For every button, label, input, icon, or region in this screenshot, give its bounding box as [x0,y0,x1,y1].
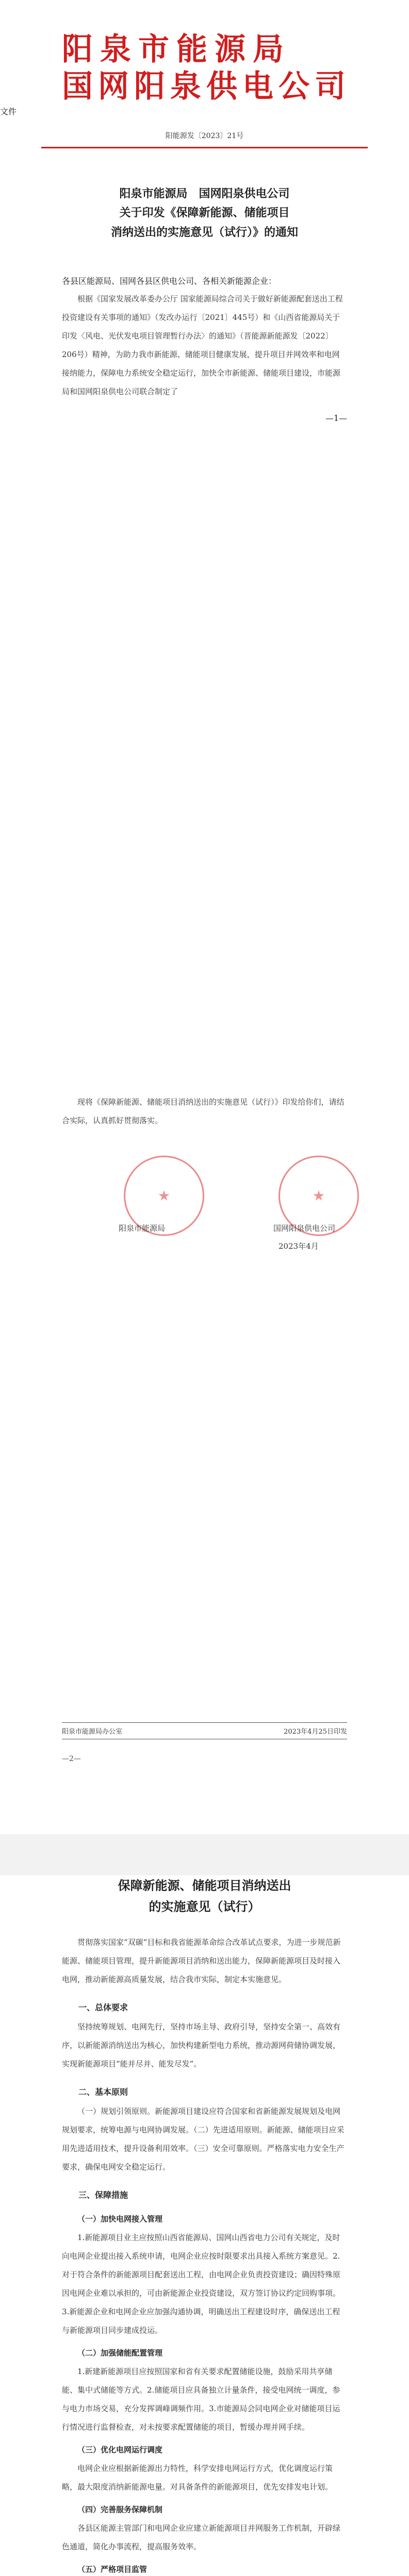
section-body: （一）规划引领原则。新能源项目建设应符合国家和省新能源发展规划及电网规划要求，统筹电源与电网协调发展。（二）先进适用原则。新能源、储能项目应采用先进适用技术，提升设备利用效率。（三）安全可靠原则。严格落实电力安全生产要求，确保电网安全稳定运行。 [62,2107,345,2172]
issuer-line-2: 国网阳泉供电公司 [62,69,351,105]
page-number-2: —2— [62,1755,81,1764]
page-attachment [0,1875,409,2576]
subsection-heading: （三）优化电网运行调度 [77,2445,163,2454]
sign-date: 2023年4月 [279,1242,319,1251]
section-body: 坚持统筹规划、电网先行，坚持市场主导、政府引导，坚持安全第一、高效有序，以新能源消纳送出为核心，加快构建新型电力系统，推动源网荷储协调发展，实现新能源项目“能并尽并、能发尽发”。 [62,2022,341,2069]
red-divider [41,147,368,148]
blank-space [0,1259,409,1712]
signer-left: 阳泉市能源局 [119,1224,166,1233]
section-heading: 二、基本原则 [78,2087,128,2097]
issuer-line-1: 阳泉市能源局 [62,31,291,67]
section-heading: 三、保障措施 [78,2190,128,2200]
addressee: 各县区能源局、国网各县区供电公司、各相关新能源企业： [62,276,277,286]
document-header [0,0,409,105]
document-title: 阳泉市能源局 国网阳泉供电公司 关于印发《保障新能源、储能项目 消纳送出的实施意见（试行）》的通知 [110,187,298,239]
section-heading: 一、总体要求 [78,2002,128,2012]
cc-left: 阳泉市能源局办公室 [62,1728,123,1736]
page-break-space [0,423,409,1093]
subsection-body: 电网企业应根据新能源出力特性，科学安排电网运行方式，优化调度运行策略，最大限度消纳新能源电量。对具备条件的新能源项目，优先安排发电计划。 [62,2463,333,2492]
cc-block [62,1722,347,1739]
intro-paragraph: 根据《国家发展改革委办公厅 国家能源局综合司关于做好新能源配套送出工程投资建设有关事项的通知》（发改办运行〔2021〕445号）和《山西省能源局关于印发〈风电、光伏发电项目管理暂行办法〉的通知》（晋能源新能源发〔2022〕206号）精神，为助力我市新能源、储能项目健康发展，提升项目并网效率和电网接纳能力，保障电力系统安全稳定运行，加快全市新能源、储能项目建设，市能源局和国网阳泉供电公司联合制定了 [62,294,343,397]
cc-right: 2023年4月25日印发 [284,1728,347,1736]
subsection-heading: （四）完善服务保障机制 [77,2504,163,2514]
signature-area [62,1150,347,1259]
attachment-title: 保障新能源、储能项目消纳送出 的实施意见（试行） [118,1878,291,1914]
subsection-heading: （五）严格项目监管 [77,2564,148,2574]
document-number: 阳能源发〔2023〕21号 [165,132,244,140]
attachment-intro: 贯彻落实国家“双碳”目标和我省能源革命综合改革试点要求，为进一步规范新能源、储能项目管理，提升新能源项目消纳和送出能力，保障新能源项目及时接入电网，推动新能源高质量发展，结合我市实际，制定本实施意见。 [62,1937,341,1984]
page-number-1: —1— [325,413,347,423]
subsection-heading: （一）加快电网接入管理 [77,2214,163,2224]
notice-paragraph: 现将《保障新能源、储能项目消纳送出的实施意见（试行）》印发给你们，请结合实际，认真抓好贯彻落实。 [62,1097,345,1126]
signer-right: 国网阳泉供电公司 [273,1224,336,1233]
subsection-heading: （二）加强储能配置管理 [77,2348,163,2358]
subsection-body: 1.新建新能源项目应按照国家和省有关要求配置储能设施，鼓励采用共享储能、集中式储能等方式。2.储能项目应具备独立计量条件，接受电网统一调度，参与电力市场交易，充分发挥调峰调频作用。3.市能源局会同电网企业对储能项目运行情况进行监督检查，对未按要求配置储能的项目，暂缓办理并网手续。 [62,2366,340,2432]
subsection-body: 各县区能源主管部门和电网企业应建立新能源项目并网服务工作机制，开辟绿色通道，简化办事流程，提高服务效率。 [62,2523,341,2551]
subsection-body: 1.新能源项目业主应按照山西省能源局、国网山西省电力公司有关规定，及时向电网企业提出接入系统申请，电网企业应按时限要求出具接入系统方案意见。2.对于符合条件的新能源项目配套送出工程，由电网企业负责投资建设；确因特殊原因电网企业难以承担的，可由新能源企业投资建设，双方签订协议约定回购事项。3.新能源企业和电网企业应加强沟通协调，明确送出工程建设时序，确保送出工程与新能源项目同步建成投运。 [62,2232,341,2335]
wen-mark: 文件 [0,107,17,116]
